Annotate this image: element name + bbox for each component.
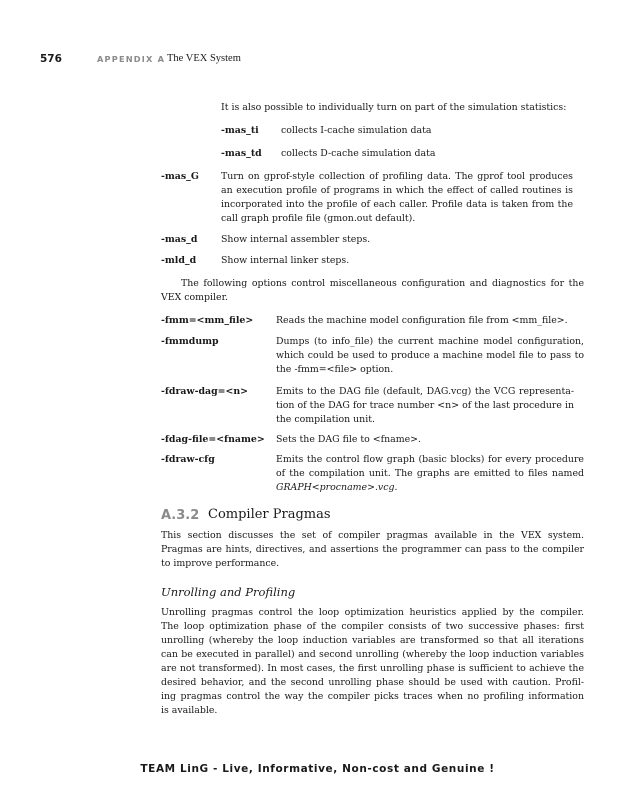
paragraph-line: The following options control miscellaneous configuration and diagnostics for the [181,278,584,289]
option-flag: -fdag-file=<fname> [161,434,265,445]
option-flag: -fdraw-cfg [161,454,215,465]
paragraph-line: Unrolling pragmas control the loop optimization heuristics applied by the compiler. [161,607,584,618]
subsection-title: Unrolling and Profiling [161,585,296,599]
paragraph-line: unrolling (whereby the loop induction variables are transformed so that all iterations [161,635,584,646]
description-line: Emits to the DAG file (default, DAG.vcg) the VCG representa- [276,386,574,397]
option-description [276,335,584,377]
option-flag: -mas_d [161,234,198,245]
paragraph-line: The loop optimization phase of the compiler consists of two successive phases: first [161,621,584,632]
paragraph-line: VEX compiler. [161,292,229,303]
description-line: the compilation unit. [276,414,375,425]
paragraph-line: Pragmas are hints, directives, and assertions the programmer can pass to the compiler [161,544,584,555]
paragraph-line: can be executed in parallel) and second unrolling (whereby the loop induction variables [161,649,584,660]
description-line: Turn on gprof-style collection of profiling data. The gprof tool produces [221,171,573,182]
section-number: A.3.2 [161,508,200,523]
paragraph-line: ing pragmas control the way the compiler picks traces when no profiling information [161,691,584,702]
description-line: Emits the control flow graph (basic blocks) for every procedure [276,454,584,465]
description-line: the -fmm=<file> option. [276,364,394,375]
paragraph-line: This section discusses the set of compiler pragmas available in the VEX system. [161,530,584,541]
option-flag: -mas_td [221,148,262,159]
option-flag: -fdraw-dag=<n> [161,386,249,397]
option-description: Sets the DAG file to <fname>. [276,434,422,445]
paragraph-line: is available. [161,705,218,716]
option-description [276,453,584,495]
description-line: of the compilation unit. The graphs are emitted to files named [276,468,584,479]
option-flag: -fmmdump [161,336,219,347]
option-description: Show internal linker steps. [221,255,350,266]
option-flag: -mas_ti [221,125,259,136]
option-description [276,385,574,427]
section-title: Compiler Pragmas [208,507,331,522]
description-line: an execution profile of programs in which the effect of called routines is [221,185,573,196]
subsection-paragraph [161,606,584,718]
intro-line: It is also possible to individually turn on part of the simulation statistics: [221,102,567,113]
description-line: GRAPH<procname>.vcg. [276,482,398,493]
page-number: 576 [40,53,62,65]
description-line: call graph profile file (gmon.out default). [221,213,416,224]
footer-banner: TEAM LinG - Live, Informative, Non-cost and Genuine ! [140,763,495,775]
option-description: collects D-cache simulation data [281,148,436,159]
option-flag: -mld_d [161,255,197,266]
option-flag: -mas_G [161,171,199,182]
misc-intro-paragraph [161,277,584,305]
description-line: which could be used to produce a machine model file to pass to [276,350,584,361]
description-line: tion of the DAG for trace number <n> of the last procedure in [276,400,574,411]
paragraph-line: desired behavior, and the second unrolling phase should be used with caution. Profil- [161,677,584,688]
option-description: collects I-cache simulation data [281,125,432,136]
paragraph-line: to improve performance. [161,558,280,569]
section-paragraph [161,529,584,571]
option-description: Show internal assembler steps. [221,234,371,245]
option-flag: -fmm=<mm_file> [161,315,254,326]
running-head-title: The VEX System [167,53,241,64]
description-line: incorporated into the profile of each caller. Profile data is taken from the [221,199,573,210]
description-line: Dumps (to info_file) the current machine model configuration, [276,336,584,347]
paragraph-line: are not transformed). In most cases, the first unrolling phase is sufficient to achieve the [161,663,584,674]
option-description: Reads the machine model configuration file from <mm_file>. [276,315,568,326]
running-head-appendix: APPENDIX A [97,54,166,64]
option-description [221,170,573,226]
